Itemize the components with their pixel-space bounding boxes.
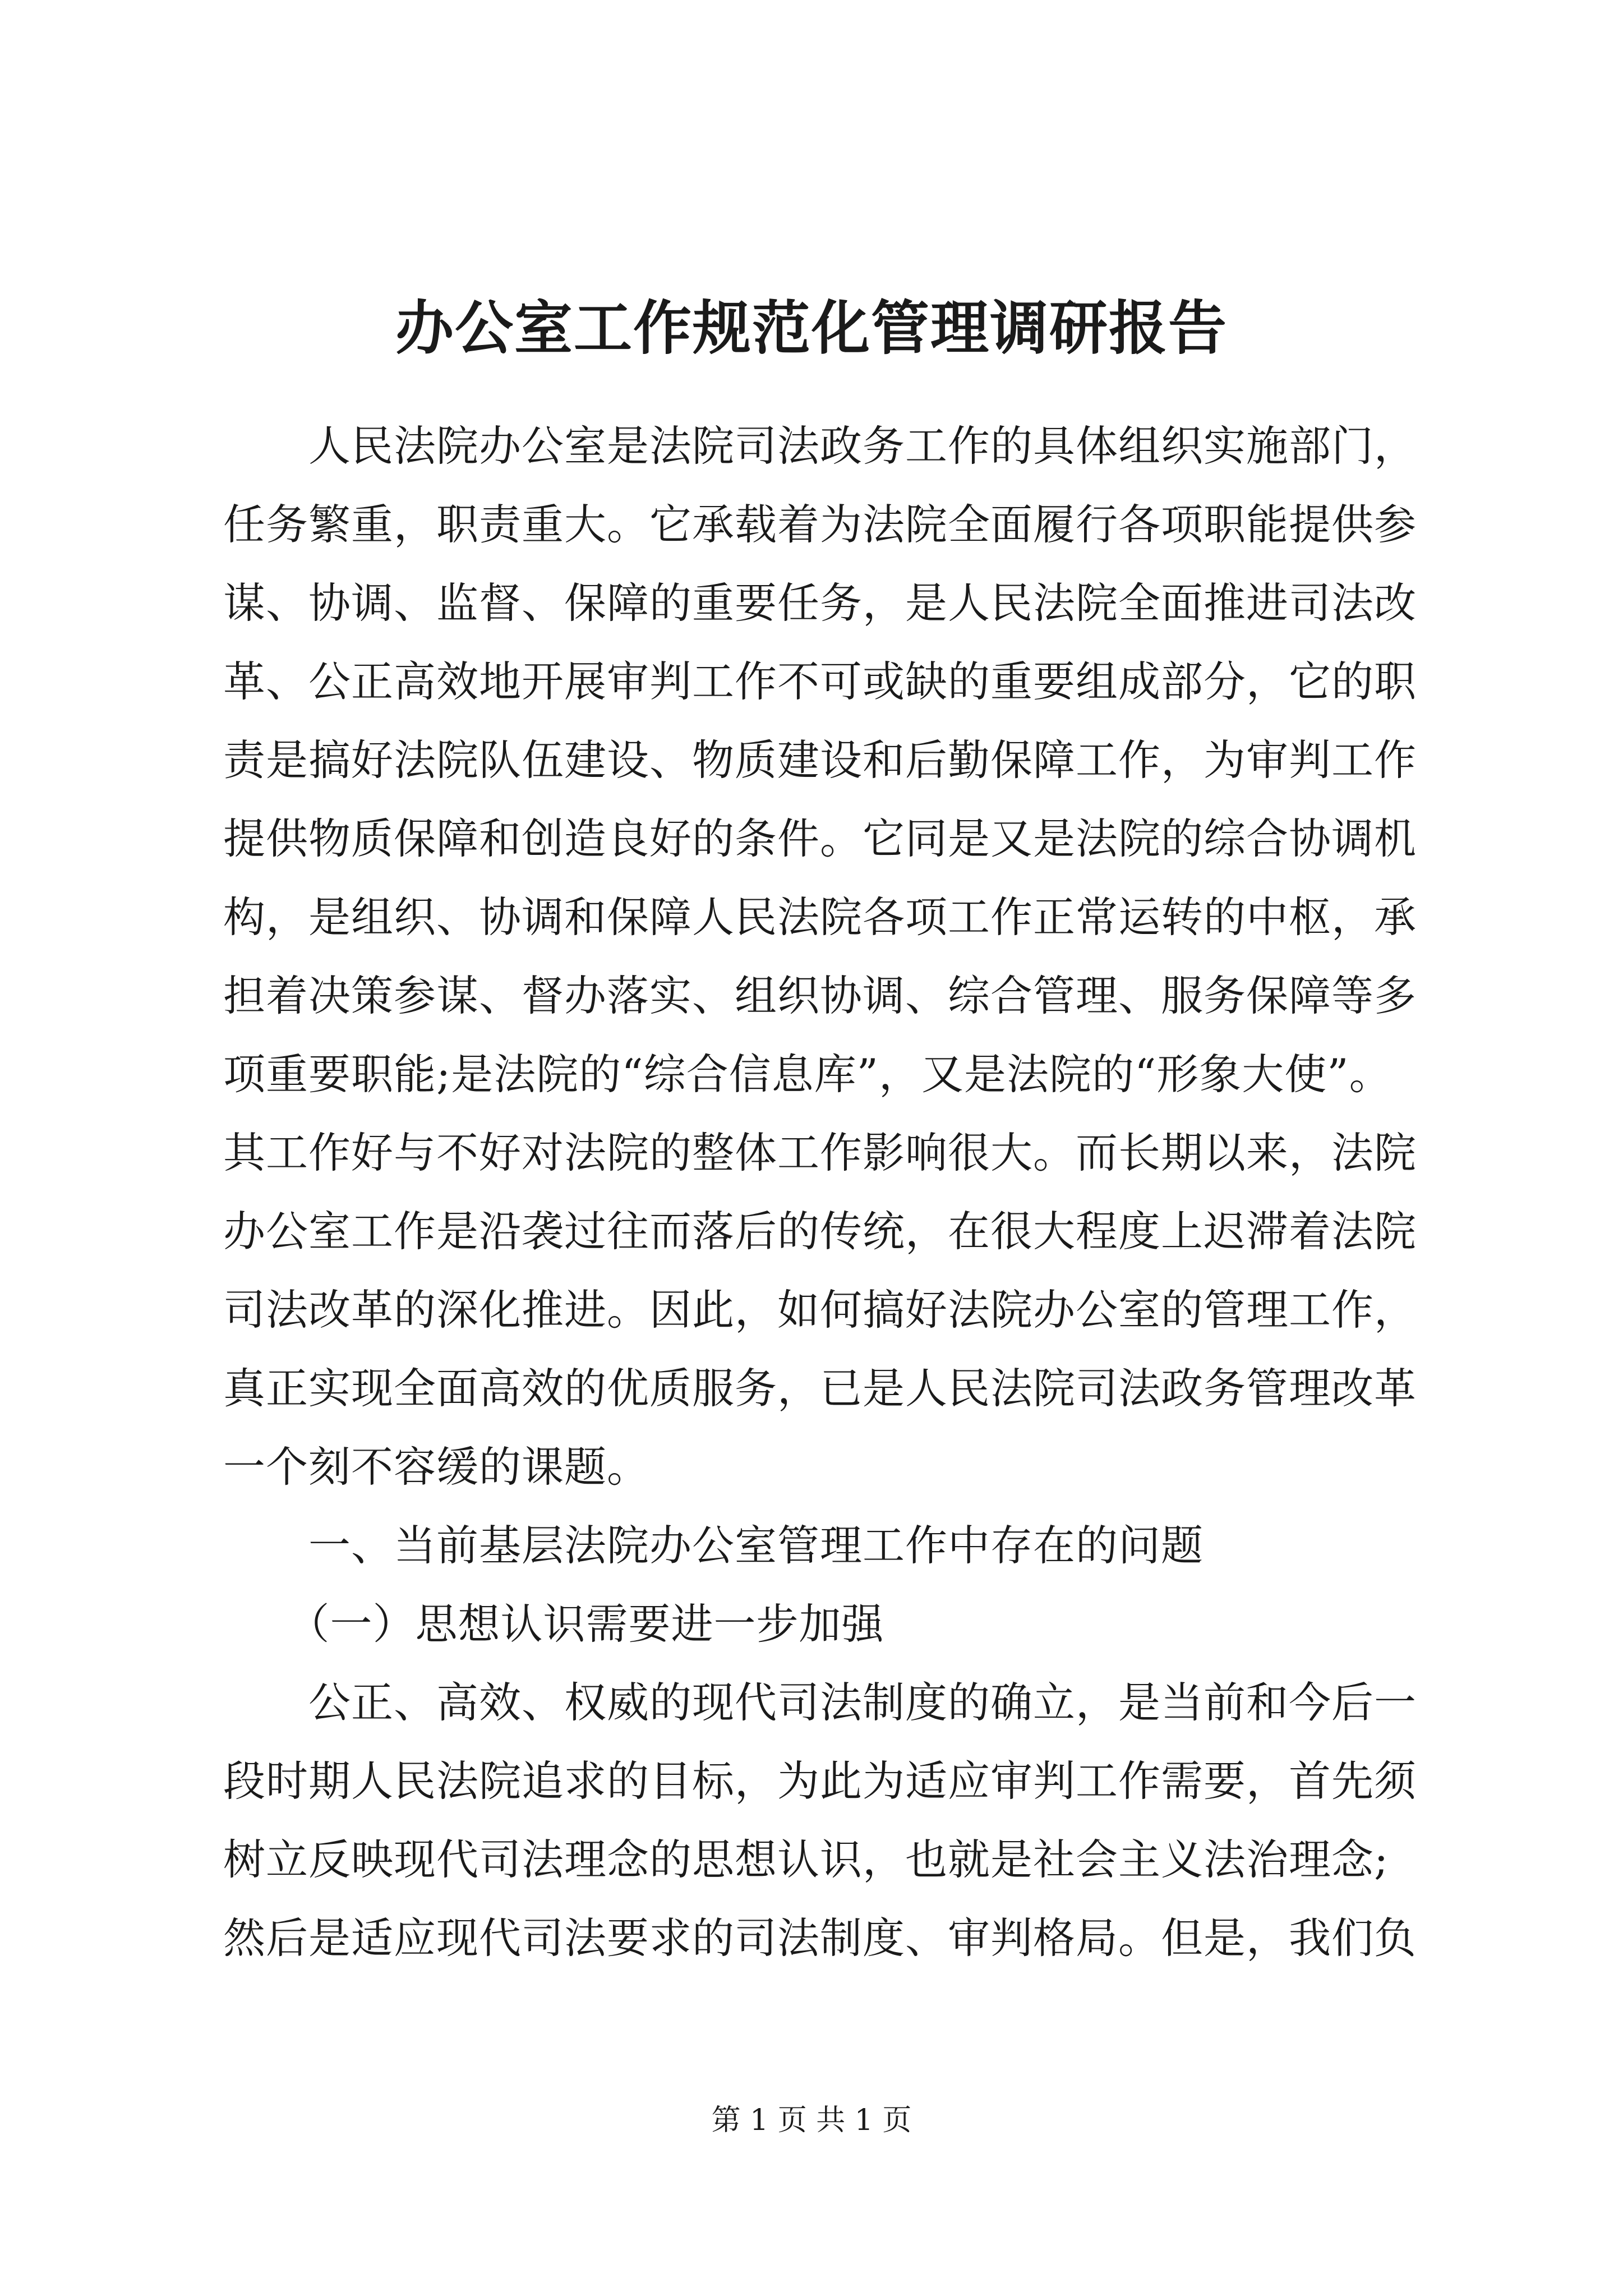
section-heading: 一、当前基层法院办公室管理工作中存在的问题 (223, 1521, 1204, 1570)
body-line: 段时期人民法院追求的目标，为此为适应审判工作需要，首先须 (223, 1756, 1417, 1806)
page-footer: 第 1 页 共 1 页 (711, 2104, 912, 2137)
body-line: 然后是适应现代司法要求的司法制度、审判格局。但是，我们负 (223, 1913, 1417, 1963)
body-line: 构，是组织、协调和保障人民法院各项工作正常运转的中枢，承 (223, 892, 1417, 942)
body-line: 责是搞好法院队伍建设、物质建设和后勤保障工作，为审判工作 (223, 735, 1417, 785)
body-line: 人民法院办公室是法院司法政务工作的具体组织实施部门， (223, 421, 1417, 471)
subsection-heading: （一）思想认识需要进一步加强 (223, 1599, 884, 1649)
body-line: 公正、高效、权威的现代司法制度的确立，是当前和今后一 (223, 1678, 1417, 1727)
body-line: 真正实现全面高效的优质服务，已是人民法院司法政务管理改革 (223, 1364, 1417, 1413)
body-line: 树立反映现代司法理念的思想认识，也就是社会主义法治理念; (223, 1835, 1389, 1884)
body-line: 办公室工作是沿袭过往而落后的传统，在很大程度上迟滞着法院 (223, 1207, 1417, 1256)
body-line: 担着决策参谋、督办落实、组织协调、综合管理、服务保障等多 (223, 971, 1417, 1020)
body-line: 其工作好与不好对法院的整体工作影响很大。而长期以来，法院 (223, 1128, 1417, 1177)
body-line: 提供物质保障和创造良好的条件。它同是又是法院的综合协调机 (223, 814, 1417, 863)
body-line: 司法改革的深化推进。因此，如何搞好法院办公室的管理工作， (223, 1285, 1417, 1335)
body-line: 谋、协调、监督、保障的重要任务，是人民法院全面推进司法改 (223, 578, 1417, 628)
document-title: 办公室工作规范化管理调研报告 (395, 293, 1228, 362)
body-line: 革、公正高效地开展审判工作不可或缺的重要组成部分，它的职 (223, 657, 1417, 706)
body-line: 一个刻不容缓的课题。 (223, 1442, 650, 1492)
body-line: 任务繁重，职责重大。它承载着为法院全面履行各项职能提供参 (223, 500, 1417, 549)
body-line: 项重要职能;是法院的“综合信息库”，又是法院的“形象大使”。 (223, 1050, 1392, 1099)
